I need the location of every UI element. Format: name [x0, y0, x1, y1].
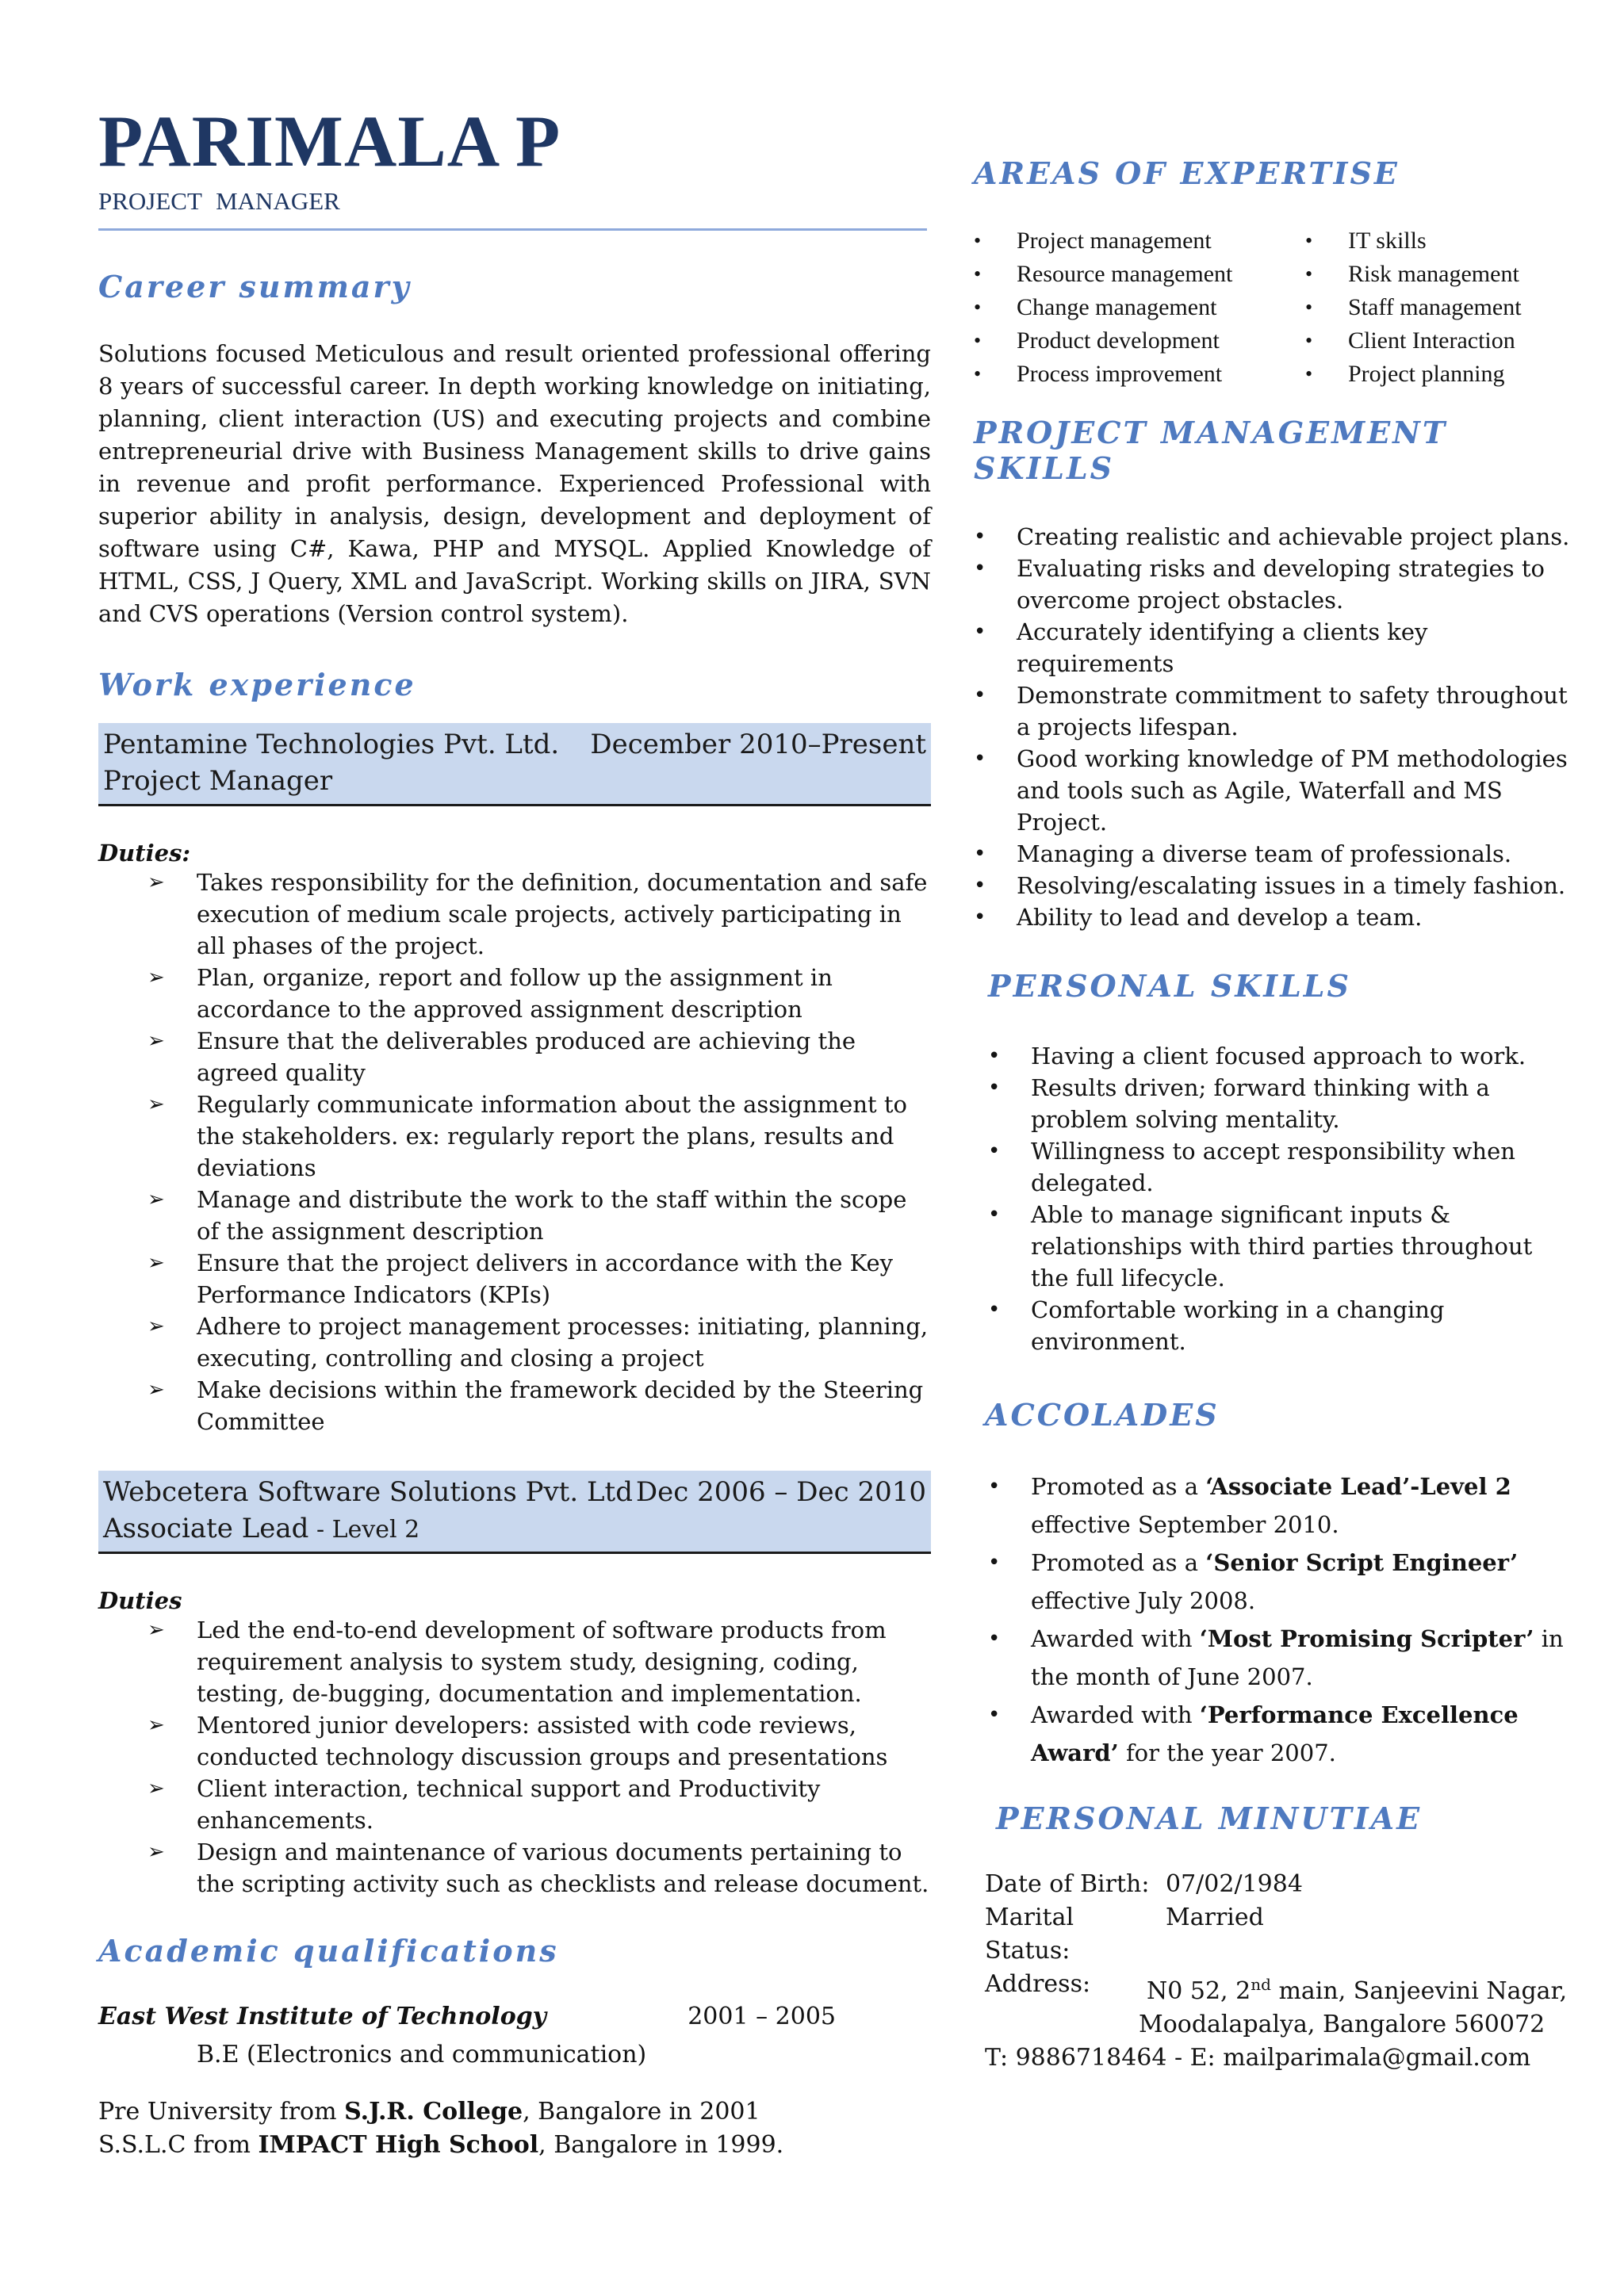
accolades-list — [974, 1468, 1576, 1772]
personal-minutiae — [974, 1868, 1576, 2075]
expertise-item: • Client Interaction — [1305, 324, 1575, 358]
arrow-bullet-icon: ➢ — [147, 1777, 165, 1800]
expertise-item: • Risk management — [1305, 258, 1575, 291]
pm-skill-item: • Resolving/escalating issues in a timely fashion. — [974, 870, 1576, 901]
job-company: Webcetera Software Solutions Pvt. Ltd — [103, 1476, 633, 1508]
arrow-bullet-icon: ➢ — [147, 1840, 165, 1864]
pm-skill-item: • Creating realistic and achievable project plans. — [974, 521, 1576, 553]
expertise-list — [974, 224, 1305, 391]
candidate-role: PROJECT MANAGER — [98, 187, 340, 215]
duty-item: ➢ Make decisions within the framework decided by the Steering Committee — [98, 1374, 931, 1437]
education-years: 2001 – 2005 — [688, 2003, 836, 2030]
address-row: Address: N0 52, 2nd main, Sanjeevini Nagar, — [985, 1970, 1568, 2005]
address-line-2: Moodalapalya, Bangalore 560072 — [1139, 2011, 1545, 2038]
pm-skill-item: • Good working knowledge of PM methodologies and tools such as Agile, Waterfall and MS Project. — [974, 743, 1576, 838]
job-dates: December 2010–Present — [590, 729, 926, 760]
pre-university: Pre University from S.J.R. College, Bangalore in 2001 — [98, 2098, 760, 2126]
pm-skill-item: • Evaluating risks and developing strategies to overcome project obstacles. — [974, 553, 1576, 616]
duties-heading: Duties — [98, 1587, 182, 1614]
bullet-icon: • — [988, 1139, 1001, 1163]
bullet-icon: • — [974, 229, 982, 252]
right-column — [974, 155, 1576, 2075]
bullet-icon: • — [974, 557, 986, 580]
arrow-bullet-icon: ➢ — [147, 1251, 165, 1275]
bullet-icon: • — [988, 1203, 1001, 1226]
arrow-bullet-icon: ➢ — [147, 1618, 165, 1642]
expertise-item: • Change management — [974, 291, 1305, 324]
personal-skill-item: • Willingness to accept responsibility when delegated. — [988, 1135, 1576, 1199]
job-position: Project Manager — [103, 765, 333, 797]
duties-list — [98, 1614, 931, 1900]
duty-item: ➢ Takes responsibility for the definition, documentation and safe execution of medium scale projects, actively participating in all phases of the project. — [98, 867, 931, 962]
duty-item: ➢ Led the end-to-end development of software products from requirement analysis to system study, designing, coding, testing, de-bugging, documentation and implementation. — [98, 1614, 931, 1709]
arrow-bullet-icon: ➢ — [147, 1314, 165, 1338]
bullet-icon: • — [974, 525, 986, 549]
pm-skill-item: • Ability to lead and develop a team. — [974, 901, 1576, 933]
personal-skill-item: • Results driven; forward thinking with a problem solving mentality. — [988, 1072, 1576, 1135]
expertise-item: • Staff management — [1305, 291, 1575, 324]
job-company: Pentamine Technologies Pvt. Ltd. — [103, 729, 560, 760]
accolade-item: • Promoted as a ‘Senior Script Engineer’ effective July 2008. — [988, 1544, 1576, 1620]
job-dates: Dec 2006 – Dec 2010 — [635, 1476, 926, 1508]
arrow-bullet-icon: ➢ — [147, 1713, 165, 1737]
bullet-icon: • — [974, 620, 986, 644]
personal-skills-list — [974, 1040, 1576, 1357]
personal-skill-item: • Comfortable working in a changing environment. — [988, 1294, 1576, 1357]
degree: B.E (Electronics and communication) — [197, 2041, 647, 2068]
duty-item: ➢ Regularly communicate information about the assignment to the stakeholders. ex: regularly report the plans, results and deviations — [98, 1089, 931, 1184]
accolades-heading: ACCOLADES — [985, 1397, 1220, 1433]
bullet-icon: • — [974, 842, 986, 866]
bullet-icon: • — [974, 329, 982, 352]
bullet-icon: • — [988, 1076, 1001, 1100]
job-header-band — [98, 723, 931, 806]
expertise-heading: AREAS OF EXPERTISE — [974, 155, 1400, 191]
personal-skill-item: • Having a client focused approach to work. — [988, 1040, 1576, 1072]
bullet-icon: • — [988, 1044, 1001, 1068]
expertise-item: • Product development — [974, 324, 1305, 358]
personal-skill-item: • Able to manage significant inputs & relationships with third parties throughout the full lifecycle. — [988, 1199, 1576, 1294]
academic-heading: Academic qualifications — [98, 1933, 559, 1969]
bullet-icon: • — [988, 1298, 1001, 1322]
personal-skills-heading: PERSONAL SKILLS — [988, 968, 1351, 1004]
expertise-item: • Project management — [974, 224, 1305, 258]
duty-item: ➢ Plan, organize, report and follow up the assignment in accordance to the approved assignment description — [98, 962, 931, 1025]
duty-item: ➢ Adhere to project management processes: initiating, planning, executing, controlling and closing a project — [98, 1311, 931, 1374]
duties-list — [98, 867, 931, 1437]
arrow-bullet-icon: ➢ — [147, 871, 165, 894]
bullet-icon: • — [1305, 296, 1313, 319]
bullet-icon: • — [974, 362, 982, 385]
duty-item: ➢ Design and maintenance of various documents pertaining to the scripting activity such as checklists and release document. — [98, 1836, 931, 1900]
duty-item: ➢ Mentored junior developers: assisted with code reviews, conducted technology discussion groups and presentations — [98, 1709, 931, 1773]
job-entry — [98, 1471, 931, 1900]
arrow-bullet-icon: ➢ — [147, 1378, 165, 1402]
bullet-icon: • — [974, 905, 986, 929]
duties-heading: Duties: — [98, 840, 191, 867]
bullet-icon: • — [988, 1703, 1001, 1727]
arrow-bullet-icon: ➢ — [147, 966, 165, 989]
career-summary-text: Solutions focused Meticulous and result oriented professional offering 8 years of successful career. In depth working knowledge on initiating, planning, client interaction (US) and executing projects and combine entrepreneurial drive with Business Management skills to drive gains in revenue and profit performance. Experienced Professional with superior ability in analysis, design, development and deployment of software using C#, Kawa, PHP and MYSQL. Applied Knowledge of HTML, CSS, J Query, XML and JavaScript. Working skills on JIRA, SVN and CVS operations (Version control system). — [98, 340, 931, 627]
work-experience-heading: Work experience — [98, 667, 416, 702]
sslc: S.S.L.C from IMPACT High School, Bangalore in 1999. — [98, 2131, 784, 2159]
pm-skills-list — [974, 521, 1576, 933]
bullet-icon: • — [988, 1551, 1001, 1575]
arrow-bullet-icon: ➢ — [147, 1188, 165, 1211]
accolade-item: • Promoted as a ‘Associate Lead’-Level 2 effective September 2010. — [988, 1468, 1576, 1544]
career-summary-heading: Career summary — [98, 269, 412, 304]
bullet-icon: • — [974, 874, 986, 897]
dob-row: Date of Birth: 07/02/1984 — [985, 1870, 1303, 1898]
personal-minutiae-heading: PERSONAL MINUTIAE — [996, 1800, 1423, 1836]
expertise-item: • IT skills — [1305, 224, 1575, 258]
bullet-icon: • — [974, 296, 982, 319]
bullet-icon: • — [988, 1627, 1001, 1651]
marital-row: Marital Status: Married — [985, 1904, 1264, 1965]
institute-name: East West Institute of Technology — [98, 2003, 547, 2030]
pm-skill-item: • Accurately identifying a clients key requirements — [974, 616, 1576, 679]
pm-skills-heading: PROJECT MANAGEMENT SKILLS — [974, 415, 1448, 486]
bullet-icon: • — [974, 262, 982, 285]
bullet-icon: • — [1305, 329, 1313, 352]
job-header-band — [98, 1471, 931, 1554]
job-entry — [98, 723, 931, 1437]
job-position: Associate Lead - Level 2 — [103, 1513, 420, 1544]
arrow-bullet-icon: ➢ — [147, 1029, 165, 1053]
duty-item: ➢ Ensure that the deliverables produced are achieving the agreed quality — [98, 1025, 931, 1089]
bullet-icon: • — [1305, 229, 1313, 252]
header-divider — [98, 228, 927, 231]
pm-skill-item: • Managing a diverse team of professionals. — [974, 838, 1576, 870]
expertise-grid — [974, 224, 1576, 391]
accolade-item: • Awarded with ‘Most Promising Scripter’ in the month of June 2007. — [988, 1620, 1576, 1696]
bullet-icon: • — [974, 683, 986, 707]
duty-item: ➢ Manage and distribute the work to the staff within the scope of the assignment description — [98, 1184, 931, 1247]
expertise-item: • Process improvement — [974, 358, 1305, 391]
duty-item: ➢ Ensure that the project delivers in accordance with the Key Performance Indicators (KPIs) — [98, 1247, 931, 1311]
pm-skill-item: • Demonstrate commitment to safety throughout a projects lifespan. — [974, 679, 1576, 743]
left-column — [98, 101, 931, 2162]
expertise-list — [1305, 224, 1575, 391]
expertise-item: • Resource management — [974, 258, 1305, 291]
bullet-icon: • — [1305, 362, 1313, 385]
education-row — [98, 2000, 836, 2034]
contact-line: T: 9886718464 - E: mailparimala@gmail.com — [985, 2044, 1531, 2072]
arrow-bullet-icon: ➢ — [147, 1093, 165, 1116]
expertise-item: • Project planning — [1305, 358, 1575, 391]
candidate-name: PARIMALA P — [98, 101, 561, 182]
bullet-icon: • — [1305, 262, 1313, 285]
accolade-item: • Awarded with ‘Performance Excellence Award’ for the year 2007. — [988, 1696, 1576, 1772]
bullet-icon: • — [988, 1475, 1001, 1498]
bullet-icon: • — [974, 747, 986, 771]
duty-item: ➢ Client interaction, technical support and Productivity enhancements. — [98, 1773, 931, 1836]
